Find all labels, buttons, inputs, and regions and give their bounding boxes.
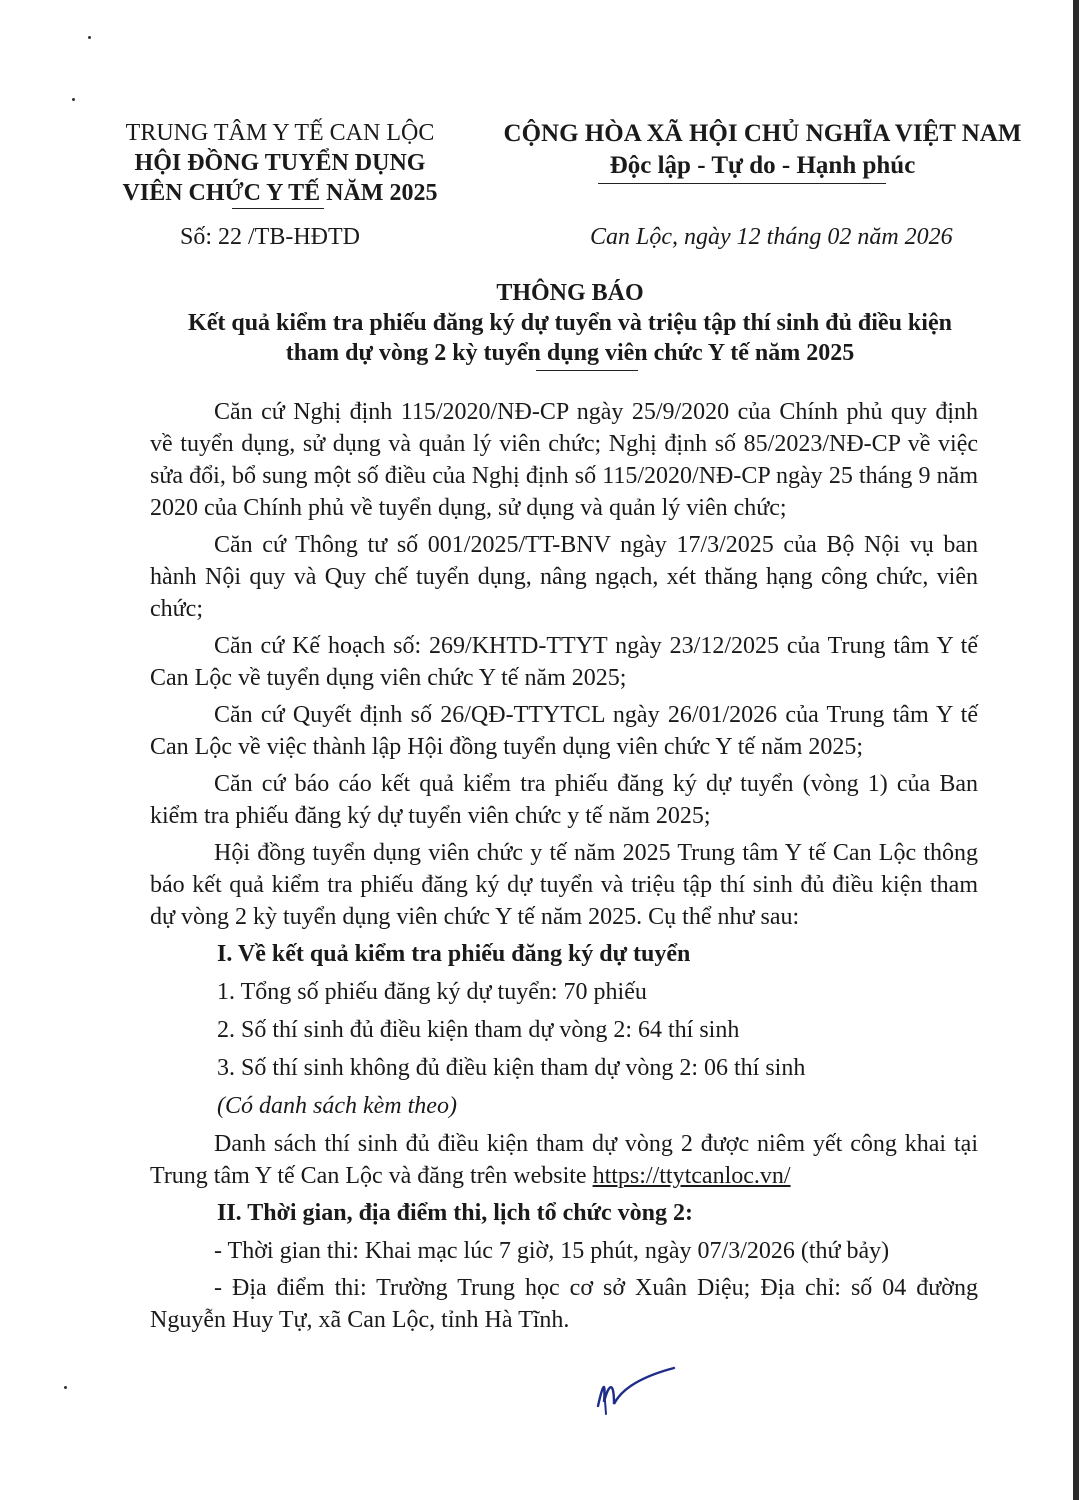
scan-speck: [72, 98, 75, 101]
scan-speck: [88, 36, 91, 39]
title-sub-2: tham dự vòng 2 kỳ tuyển dụng viên chức Y tế năm 2025: [285, 340, 855, 366]
list-item: 1. Tổng số phiếu đăng ký dự tuyển: 70 phiếu: [217, 979, 647, 1005]
website-link[interactable]: https://ttytcanloc.vn/: [592, 1163, 791, 1189]
nation-line-1: CỘNG HÒA XÃ HỘI CHỦ NGHĨA VIỆT NAM: [503, 120, 1022, 147]
paragraph: Căn cứ Kế hoạch số: 269/KHTD-TTYT ngày 23/12/2025 của Trung tâm Y tế Can Lộc về tuyển dụng viên chức Y tế năm 2025;: [150, 633, 978, 691]
list-item: 3. Số thí sinh không đủ điều kiện tham dự vòng 2: 06 thí sinh: [217, 1055, 806, 1081]
publish-text: Danh sách thí sinh đủ điều kiện tham dự vòng 2 được niêm yết công khai tại Trung tâm Y tế Can Lộc và đăng trên website: [150, 1131, 978, 1189]
title-underline: [536, 370, 638, 371]
header-divider: [232, 208, 324, 209]
section-2-heading: II. Thời gian, địa điểm thi, lịch tổ chức vòng 2:: [217, 1200, 693, 1226]
organization-header: [100, 118, 460, 208]
title-main: THÔNG BÁO: [496, 280, 644, 306]
paragraph: Hội đồng tuyển dụng viên chức y tế năm 2025 Trung tâm Y tế Can Lộc thông báo kết quả kiểm tra phiếu đăng ký dự tuyển và triệu tập thí sinh đủ điều kiện tham dự vòng 2 kỳ tuyển dụng viên chức Y tế năm 2025. Cụ thể như sau:: [150, 840, 978, 930]
publish-paragraph: [150, 1128, 978, 1192]
attachment-note: (Có danh sách kèm theo): [217, 1093, 457, 1119]
org-line-3: VIÊN CHỨC Y TẾ NĂM 2025: [122, 180, 438, 206]
org-line-2: HỘI ĐỒNG TUYỂN DỤNG: [134, 150, 426, 176]
scan-edge: [1073, 0, 1079, 1500]
document-number: Số: 22 /TB-HĐTD: [180, 224, 360, 250]
title-sub-1: Kết quả kiểm tra phiếu đăng ký dự tuyển và triệu tập thí sinh đủ điều kiện: [188, 310, 952, 336]
motto-underline: [598, 183, 886, 184]
paragraph: Căn cứ Nghị định 115/2020/NĐ-CP ngày 25/9/2020 của Chính phủ quy định về tuyển dụng, sử dụng và quản lý viên chức; Nghị định số 85/2023/NĐ-CP về việc sửa đổi, bổ sung một số điều của Nghị định số 115/2020/NĐ-CP ngày 25 tháng 9 năm 2020 của Chính phủ về tuyển dụng, sử dụng và quản lý viên chức;: [150, 399, 978, 521]
exam-place: - Địa điểm thi: Trường Trung học cơ sở Xuân Diệu; Địa chỉ: số 04 đường Nguyễn Huy Tự, xã Can Lộc, tỉnh Hà Tĩnh.: [150, 1275, 978, 1333]
scan-speck: [64, 1386, 67, 1389]
section-1-heading: I. Về kết quả kiểm tra phiếu đăng ký dự tuyển: [217, 941, 691, 967]
paragraph: Căn cứ Thông tư số 001/2025/TT-BNV ngày 17/3/2025 của Bộ Nội vụ ban hành Nội quy và Quy chế tuyển dụng, nâng ngạch, xét thăng hạng công chức, viên chức;: [150, 532, 978, 622]
exam-time: - Thời gian thi: Khai mạc lúc 7 giờ, 15 phút, ngày 07/3/2026 (thứ bảy): [214, 1238, 890, 1264]
document-title: [120, 278, 1020, 368]
paragraph: Căn cứ Quyết định số 26/QĐ-TTYTCL ngày 26/01/2026 của Trung tâm Y tế Can Lộc về việc thành lập Hội đồng tuyển dụng viên chức Y tế năm 2025;: [150, 702, 978, 760]
document-body: [150, 396, 978, 1341]
signature-icon: [592, 1358, 682, 1418]
nation-line-2: Độc lập - Tự do - Hạnh phúc: [609, 152, 916, 179]
document-date: Can Lộc, ngày 12 tháng 02 năm 2026: [590, 224, 953, 250]
list-item: 2. Số thí sinh đủ điều kiện tham dự vòng 2: 64 thí sinh: [217, 1017, 740, 1043]
national-header: [490, 118, 1035, 182]
org-line-1: TRUNG TÂM Y TẾ CAN LỘC: [125, 120, 435, 146]
paragraph: Căn cứ báo cáo kết quả kiểm tra phiếu đăng ký dự tuyển (vòng 1) của Ban kiểm tra phiếu đăng ký dự tuyển viên chức y tế năm 2025;: [150, 771, 978, 829]
